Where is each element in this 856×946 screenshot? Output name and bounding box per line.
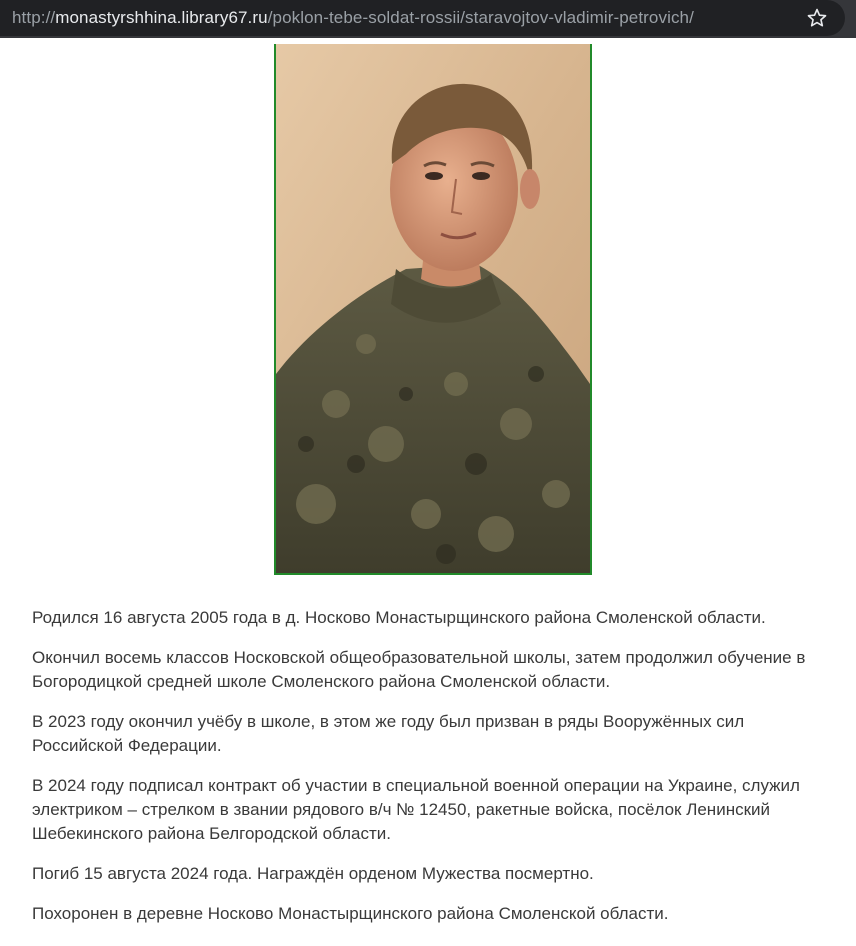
article-body xyxy=(32,606,832,942)
paragraph-service: В 2024 году подписал контракт об участии в специальной военной операции на Украине, служил электриком – стрелком в звании рядового в/ч № 12450, ракетные войска, посёлок Ленинский Шебекинского района Белгородской области. xyxy=(32,776,800,843)
address-bar[interactable] xyxy=(0,0,845,36)
star-icon[interactable] xyxy=(806,7,828,29)
paragraph-conscription: В 2023 году окончил учёбу в школе, в этом же году был призван в ряды Вооружённых сил Российской Федерации. xyxy=(32,712,745,755)
portrait-photo xyxy=(274,44,592,575)
url-host: monastyrshhina.library67.ru xyxy=(55,8,268,27)
paragraph-death: Погиб 15 августа 2024 года. Награждён орденом Мужества посмертно. xyxy=(32,864,594,883)
paragraph-birth: Родился 16 августа 2005 года в д. Носково Монастырщинского района Смоленской области. xyxy=(32,608,766,627)
paragraph-burial: Похоронен в деревне Носково Монастырщинского района Смоленской области. xyxy=(32,904,669,923)
url-path: /poklon-tebe-soldat-rossii/staravojtov-vladimir-petrovich/ xyxy=(267,8,694,27)
paragraph-education: Окончил восемь классов Носковской общеобразовательной школы, затем продолжил обучение в Богородицкой средней школе Смоленского района Смоленской области. xyxy=(32,648,806,691)
url-scheme: http:// xyxy=(12,8,56,27)
url-text[interactable] xyxy=(12,8,694,28)
browser-toolbar xyxy=(0,0,856,38)
